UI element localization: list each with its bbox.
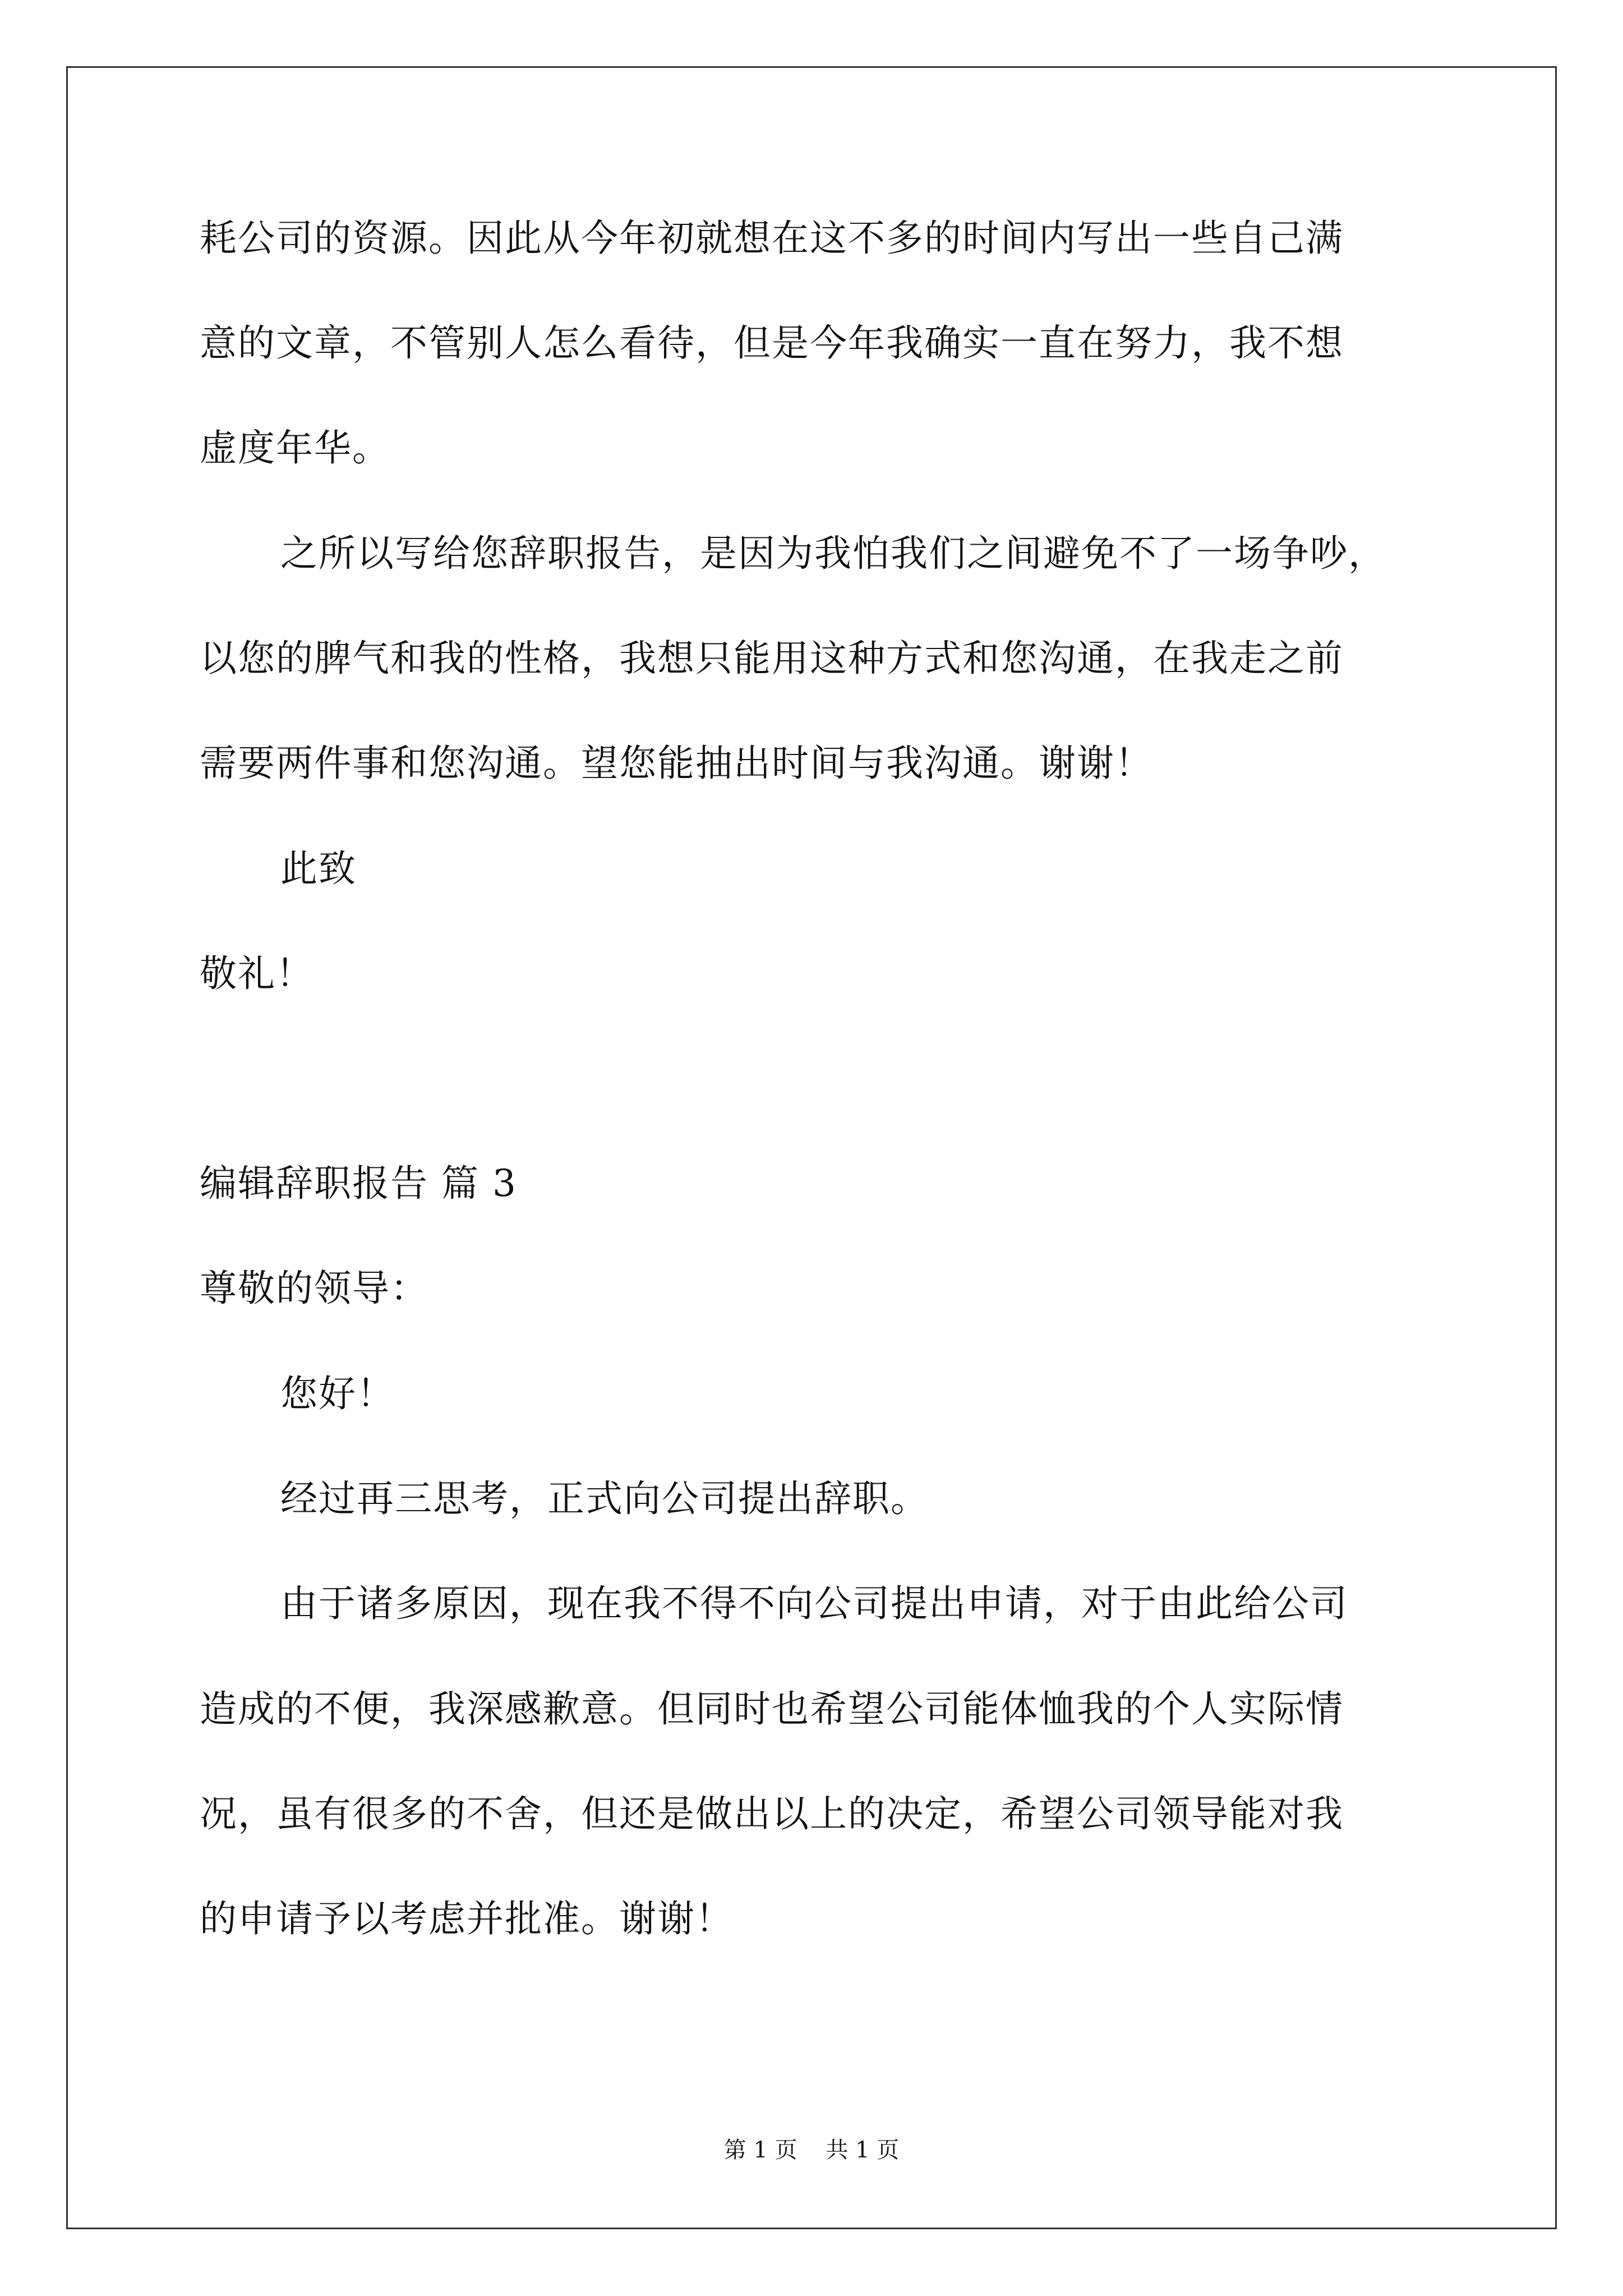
- paragraph-line: 意的文章，不管别人怎么看待，但是今年我确实一直在努力，我不想: [200, 321, 1344, 365]
- greeting-recipient: 尊敬的领导：: [200, 1267, 428, 1310]
- paragraph-line: 虚度年华。: [200, 426, 390, 470]
- closing-regards: 敬礼！: [200, 952, 314, 995]
- section-heading: 编辑辞职报告 篇 3: [200, 1162, 517, 1205]
- greeting: 您好！: [280, 1372, 395, 1415]
- page-number-footer: 第 1 页 共 1 页: [723, 2137, 900, 2163]
- paragraph-line: 以您的脾气和我的性格，我想只能用这种方式和您沟通，在我走之前: [200, 637, 1344, 680]
- paragraph-line: 况，虽有很多的不舍，但还是做出以上的决定，希望公司领导能对我: [200, 1792, 1344, 1835]
- paragraph-line: 由于诸多原因，现在我不得不向公司提出申请，对于由此给公司: [280, 1582, 1348, 1625]
- paragraph-line: 需要两件事和您沟通。望您能抽出时间与我沟通。谢谢！: [200, 742, 1153, 785]
- paragraph-line: 的申请予以考虑并批准。谢谢！: [200, 1897, 734, 1940]
- paragraph-line: 经过再三思考，正式向公司提出辞职。: [280, 1477, 929, 1520]
- closing-salutation: 此致: [280, 847, 357, 890]
- paragraph-line: 造成的不便，我深感歉意。但同时也希望公司能体恤我的个人实际情: [200, 1687, 1344, 1731]
- paragraph-line: 之所以写给您辞职报告，是因为我怕我们之间避免不了一场争吵，: [280, 532, 1386, 575]
- paragraph-line: 耗公司的资源。因此从今年初就想在这不多的时间内写出一些自己满: [200, 217, 1344, 260]
